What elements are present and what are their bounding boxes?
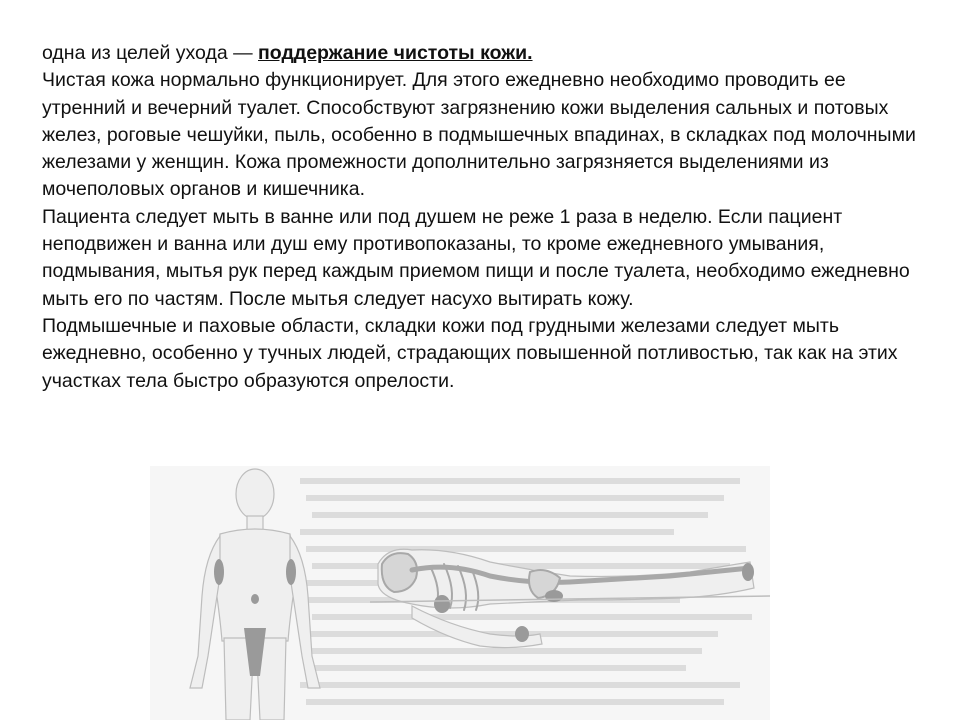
lead-line — [42, 40, 932, 67]
slide-text — [42, 40, 932, 395]
standing-figure-navel-mark — [251, 594, 259, 604]
standing-figure-left-axilla-mark — [214, 559, 224, 585]
paragraph-3: Подмышечные и паховые области, складки кожи под грудными железами следует мыть ежедневно, особенно у тучных людей, страдающих повышенной потливостью, так как на этих участках тела быстро образуются опрелости. — [42, 314, 898, 392]
standing-figure-neck — [247, 516, 263, 530]
faded-text-line — [312, 614, 752, 620]
lead-emphasis: поддержание чистоты кожи. — [258, 42, 533, 64]
paragraph-2: Пациента следует мыть в ванне или под душем не реже 1 раза в неделю. Если пациент неподвижен и ванна или душ ему противопоказаны, то кроме ежедневного умывания, подмывания, мытья рук перед каждым приемом пищи и после туалета, необходимо ежедневно мыть его по частям. После мытья следует насухо вытирать кожу. — [42, 205, 910, 310]
body-hygiene-illustration — [150, 466, 770, 720]
faded-text-line — [312, 512, 708, 518]
faded-text-line — [300, 529, 674, 535]
faded-text-line — [306, 648, 702, 654]
standing-figure-torso — [214, 529, 296, 641]
faded-text-line — [312, 665, 686, 671]
lying-figure-axilla-mark — [434, 595, 450, 613]
lying-figure-heel-mark — [742, 563, 754, 581]
faded-text-line — [300, 478, 740, 484]
lead-text: одна из целей ухода — — [42, 42, 259, 64]
lying-figure-hip-mark — [515, 626, 529, 642]
standing-figure-right-axilla-mark — [286, 559, 296, 585]
faded-text-line — [300, 682, 740, 688]
faded-text-line — [306, 546, 746, 552]
standing-figure-head — [236, 469, 274, 519]
faded-text-line — [306, 699, 724, 705]
faded-text-line — [306, 495, 724, 501]
lying-figure-skull — [382, 553, 417, 592]
lying-figure-groin-mark — [545, 590, 563, 602]
paragraph-1: Чистая кожа нормально функционирует. Для этого ежедневно необходимо проводить ее утренний и вечерний туалет. Способствуют загрязнению кожи выделения сальных и потовых желез, роговые чешуйки, пыль, особенно в подмышечных впадинах, в складках под молочными железами у женщин. Кожа промежности дополнительно загрязняется выделениями из мочеполовых органов и кишечника. — [42, 69, 916, 201]
